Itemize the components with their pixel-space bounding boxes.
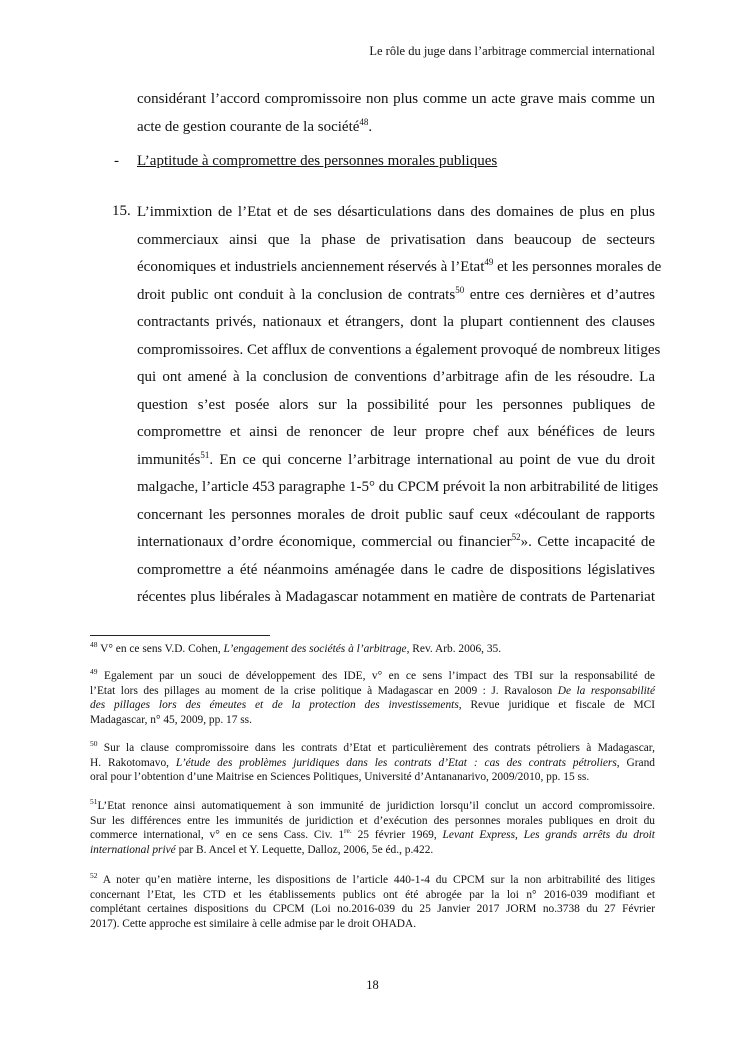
footnote-49 — [90, 669, 655, 727]
paragraph-number: 15. — [112, 203, 131, 219]
intro-paragraph — [137, 86, 655, 141]
section-subheading: L’aptitude à compromettre des personnes morales publiques — [137, 153, 498, 169]
text-line: compromissoires. Cet afflux de conventions a également provoqué de nombreux litiges — [137, 341, 661, 358]
footnote-52 — [90, 873, 655, 931]
footnote-line: Sur les différences entre les immunités de juridiction et d’exécution des personnes morales publiques en droit du — [90, 814, 655, 827]
text-line: L’immixtion de l’Etat et de ses désarticulations dans des domaines de plus en plus — [137, 204, 655, 220]
text-line: immunités$^{51}$. En ce qui concerne l’arbitrage international au point de vue du droit — [137, 449, 655, 468]
text-line: concernant les personnes morales de droit public sauf ceux «découlant de rapports — [137, 506, 655, 523]
footnote-line: $^{48}$ V° en ce sens V.D. Cohen, L’engagement des sociétés à l’arbitrage, Rev. Arb. 2006, 35. — [90, 640, 502, 655]
footnote-line: commerce international, v° en ce sens Cass. Civ. $1^{re.}$ 25 février 1969, Levant Express, Les grands arrêts du droit — [90, 826, 655, 842]
text-line: compromettre a été néanmoins aménagée dans le cadre de dispositions législatives — [137, 561, 655, 578]
text-line: internationaux d’ordre économique, commercial ou financier$^{52}$». Cette incapacité de — [137, 532, 655, 550]
paragraph-15 — [137, 199, 662, 612]
text-line: récentes plus libérales à Madagascar notamment en matière de contrats de Partenariat — [137, 589, 655, 605]
footnote-line: Madagascar, n° 45, 2009, pp. 17 ss. — [90, 713, 252, 726]
text-line: malgache, l’article 453 paragraphe 1-5° du CPCM prévoit la non arbitrabilité de litiges — [137, 479, 659, 495]
footnote-ref-48[interactable]: 48 — [359, 116, 369, 127]
footnote-line: international privé par B. Ancel et Y. Lequette, Dalloz, 2006, 5e éd., p.422. — [90, 843, 434, 856]
footnote-ref-50[interactable]: 50 — [455, 284, 465, 295]
text-line: qui ont amené à la conclusion de conventions d’arbitrage afin de les résoudre. La — [137, 369, 655, 385]
footnote-ref-51[interactable]: 51 — [200, 449, 210, 460]
footnote-line: concernant l’Etat, les CTD et les établissements publics ont été abrogée par la loi n° 2016-039 modifiant et — [90, 888, 655, 901]
footnote-separator — [90, 635, 270, 636]
text-line: contractants privés, nationaux et étrangers, dont la plupart contiennent des clauses — [137, 314, 655, 330]
footnote-line: $^{49}$ Egalement par un souci de développement des IDE, v° en ce sens l’impact des TBI sur la responsabilité de — [90, 667, 655, 682]
text-line: considérant l’accord compromissoire non plus comme un acte grave mais comme un — [137, 91, 655, 107]
footnote-ref-49[interactable]: 49 — [484, 257, 494, 267]
footnote-line: 2017). Cette approche est similaire à celle admise par le droit OHADA. — [90, 917, 417, 930]
text-line: droit public ont conduit à la conclusion de contrats$^{50}$ entre ces dernières et d’autres — [137, 284, 655, 303]
text-line: question s’est posée alors sur la possibilité pour les personnes publiques de — [137, 396, 655, 413]
running-header: Le rôle du juge dans l’arbitrage commercial international — [369, 44, 655, 58]
footnote-line: $^{51}$L’Etat renonce ainsi automatiquement à son immunité de juridiction lorsqu’il conclut un accord compromissoire. — [90, 797, 655, 812]
text-line: compromettre et ainsi de renoncer de leur propre chef aux bénéfices de leurs — [137, 424, 655, 440]
footnote-line: $^{50}$ Sur la clause compromissoire dans les contrats d’Etat et particulièrement des contrats pétroliers à Madagascar, — [90, 739, 655, 754]
footnote-50 — [90, 741, 655, 785]
text-line: acte de gestion courante de la société$^{48}$. — [137, 116, 373, 135]
bullet-dash: - — [114, 153, 119, 169]
footnote-line: complétant certaines dispositions du CPCM (Loi no.2016-039 du 25 Janvier 2017 JORM no.3738 du 27 Février — [90, 903, 655, 916]
footnote-line: H. Rakotomavo, L’étude des problèmes juridiques dans les contrats d’Etat : cas des contrats pétroliers, Grand — [90, 756, 655, 769]
footnote-ref-52[interactable]: 52 — [511, 532, 521, 542]
footnote-line: des pillages lors des émeutes et de la protection des investissements, Revue juridique et fiscale de MCI — [90, 699, 656, 712]
text-line: économiques et industriels anciennement réservés à l’Etat$^{49}$ et les personnes morales de — [137, 257, 662, 275]
footnote-line: $^{52}$ A noter qu’en matière interne, les dispositions de l’article 440-1-4 du CPCM sur la non arbitrabilité des litiges — [90, 871, 655, 886]
footnote-48 — [90, 642, 655, 657]
footnote-line: oral pour l’obtention d’une Maitrise en Sciences Politiques, Université d’Antananarivo, 2009/2010, pp. 15 ss. — [90, 771, 590, 784]
footnote-51 — [90, 799, 655, 857]
footnote-line: l’Etat lors des pillages au moment de la crise politique à Madagascar en 2009 : J. Ravaloson De la responsabilité — [90, 684, 656, 697]
page-number: 18 — [366, 978, 379, 992]
text-line: commerciaux ainsi que la phase de privatisation dans beaucoup de secteurs — [137, 231, 655, 248]
